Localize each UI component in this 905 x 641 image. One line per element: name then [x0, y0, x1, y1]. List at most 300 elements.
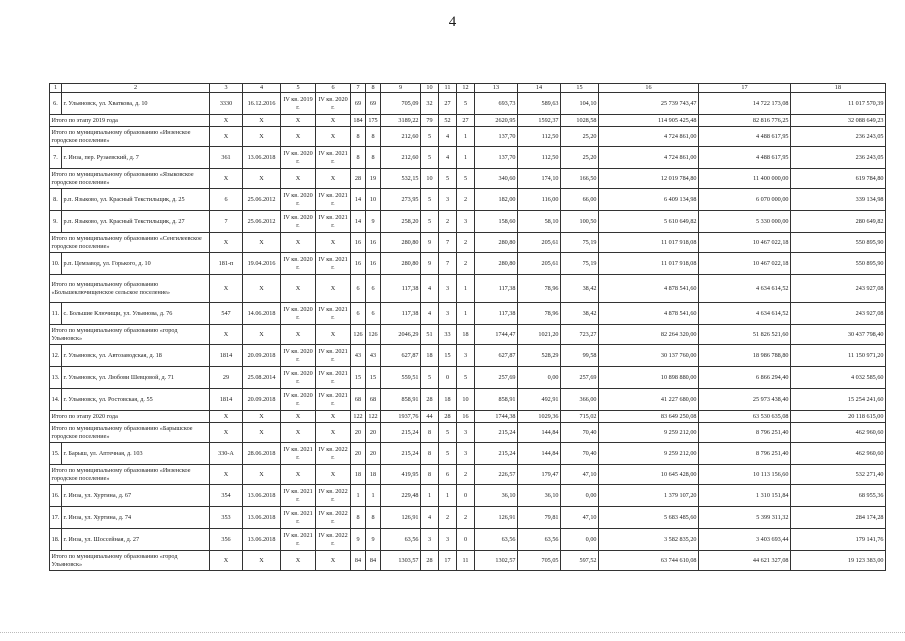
table-cell: 858,91 — [475, 389, 518, 411]
table-cell: 58,10 — [518, 211, 561, 233]
header-cell: 14 — [518, 84, 561, 93]
table-cell: X — [281, 115, 316, 127]
table-cell: X — [210, 551, 243, 571]
table-cell: 11. — [50, 303, 62, 325]
address-cell: г. Инза, ул. Хуртина, д. 74 — [62, 507, 210, 529]
table-cell: X — [210, 325, 243, 345]
table-cell: 15 — [351, 367, 366, 389]
header-cell: 6 — [316, 84, 351, 93]
table-cell: 10 — [457, 389, 475, 411]
table-cell: 353 — [210, 507, 243, 529]
table-cell: IV кв. 2022 г. — [316, 485, 351, 507]
total-row — [50, 325, 886, 345]
table-cell: 5 — [439, 169, 457, 189]
table-cell: 126 — [366, 325, 381, 345]
table-cell: X — [281, 465, 316, 485]
table-cell: 16 — [366, 233, 381, 253]
table-cell: 5 399 311,32 — [699, 507, 791, 529]
table-cell: 19 — [366, 169, 381, 189]
table-cell: 0,00 — [561, 485, 599, 507]
table-cell: X — [281, 551, 316, 571]
table-cell: 280,80 — [475, 253, 518, 275]
table-cell: 9 — [351, 529, 366, 551]
table-cell: 723,27 — [561, 325, 599, 345]
table-cell: 1 — [457, 127, 475, 147]
table-cell: 68 955,36 — [791, 485, 886, 507]
table-cell: 215,24 — [381, 443, 421, 465]
address-cell: г. Инза, пер. Рузаевский, д. 7 — [62, 147, 210, 169]
table-cell: 693,73 — [475, 93, 518, 115]
table-cell: 597,52 — [561, 551, 599, 571]
table-cell: 47,10 — [561, 465, 599, 485]
table-cell: X — [316, 325, 351, 345]
table-cell: 174,10 — [518, 169, 561, 189]
table-cell: 1 — [439, 485, 457, 507]
table-cell: 63,56 — [381, 529, 421, 551]
total-label: Итого по муниципальному образованию «Инзенское городское поселение» — [50, 465, 210, 485]
table-cell: IV кв. 2021 г. — [281, 507, 316, 529]
table-row — [50, 211, 886, 233]
table-cell: 83 649 250,08 — [599, 411, 699, 423]
table-cell: 205,61 — [518, 233, 561, 253]
table-cell: IV кв. 2020 г. — [281, 389, 316, 411]
table-cell: 158,60 — [475, 211, 518, 233]
table-cell: 20 — [351, 423, 366, 443]
table-cell: 226,57 — [475, 465, 518, 485]
table-cell: 229,48 — [381, 485, 421, 507]
table-cell: 2 — [457, 189, 475, 211]
table-cell: 82 264 320,00 — [599, 325, 699, 345]
table-cell: X — [281, 423, 316, 443]
table-cell: X — [316, 551, 351, 571]
table-cell: IV кв. 2021 г. — [316, 303, 351, 325]
address-cell: р.п. Языково, ул. Красный Текстильщик, д. 27 — [62, 211, 210, 233]
header-cell: 9 — [381, 84, 421, 93]
table-cell: 51 826 521,60 — [699, 325, 791, 345]
table-cell: 75,19 — [561, 253, 599, 275]
table-cell: 126 — [351, 325, 366, 345]
table-cell: 3 — [439, 303, 457, 325]
table-cell: X — [210, 233, 243, 253]
table-cell: 38,42 — [561, 303, 599, 325]
header-cell: 12 — [457, 84, 475, 93]
table-cell: 3189,22 — [381, 115, 421, 127]
table-cell: 179 141,76 — [791, 529, 886, 551]
table-cell: 10 645 428,00 — [599, 465, 699, 485]
table-cell: IV кв. 2022 г. — [316, 443, 351, 465]
table-cell: 181-п — [210, 253, 243, 275]
table-cell: 4 — [421, 507, 439, 529]
table-cell: 9. — [50, 211, 62, 233]
table-cell: 14. — [50, 389, 62, 411]
table-cell: 16. — [50, 485, 62, 507]
table-cell: 63 530 635,08 — [699, 411, 791, 423]
header-cell: 7 — [351, 84, 366, 93]
table-cell: 243 927,08 — [791, 275, 886, 303]
table-cell: 4 488 617,95 — [699, 127, 791, 147]
header-cell: 13 — [475, 84, 518, 93]
table-cell: 10 898 880,00 — [599, 367, 699, 389]
table-cell: 339 134,98 — [791, 189, 886, 211]
table-cell: 280,80 — [381, 253, 421, 275]
table-cell: X — [316, 275, 351, 303]
table-cell: 137,70 — [475, 147, 518, 169]
table-cell: 492,91 — [518, 389, 561, 411]
table-cell: 11 150 971,20 — [791, 345, 886, 367]
table-cell: IV кв. 2020 г. — [281, 211, 316, 233]
table-cell: X — [210, 127, 243, 147]
table-cell: 79,81 — [518, 507, 561, 529]
table-cell: 3 — [457, 443, 475, 465]
table-row — [50, 147, 886, 169]
table-cell: 9 — [366, 529, 381, 551]
table-cell: 20 — [351, 443, 366, 465]
table-cell: X — [210, 115, 243, 127]
table-cell: 7 — [439, 233, 457, 253]
table-cell: 18 986 788,80 — [699, 345, 791, 367]
table-cell: 11 017 918,08 — [599, 233, 699, 253]
table-cell: 11 400 000,00 — [699, 169, 791, 189]
table-cell: 10 113 156,60 — [699, 465, 791, 485]
table-cell: 20.09.2018 — [243, 389, 281, 411]
table-cell: IV кв. 2021 г. — [316, 211, 351, 233]
table-cell: 15 — [439, 345, 457, 367]
table-cell: 52 — [439, 115, 457, 127]
table-cell: 63,56 — [518, 529, 561, 551]
table-cell: 20 — [366, 443, 381, 465]
table-cell: 25.06.2012 — [243, 211, 281, 233]
table-cell: 8 — [366, 507, 381, 529]
table-cell: X — [281, 169, 316, 189]
table-cell: 3 403 693,44 — [699, 529, 791, 551]
table-cell: 12. — [50, 345, 62, 367]
table-cell: X — [281, 233, 316, 253]
table-cell: IV кв. 2022 г. — [316, 507, 351, 529]
header-cell: 5 — [281, 84, 316, 93]
table-cell: 5 — [421, 211, 439, 233]
table-cell: 3 582 835,20 — [599, 529, 699, 551]
table-cell: 10. — [50, 253, 62, 275]
table-cell: 4 488 617,95 — [699, 147, 791, 169]
table-cell: 4 724 861,00 — [599, 147, 699, 169]
table-cell: 215,24 — [475, 423, 518, 443]
table-cell: 15 — [366, 367, 381, 389]
total-label: Итого по муниципальному образованию «Сенгилеевское городское поселение» — [50, 233, 210, 253]
table-cell: 356 — [210, 529, 243, 551]
table-cell: IV кв. 2021 г. — [281, 485, 316, 507]
total-label: Итого по муниципальному образованию «Большеключищенское сельское поселение» — [50, 275, 210, 303]
table-cell: 18 — [366, 465, 381, 485]
table-cell: 589,63 — [518, 93, 561, 115]
table-cell: 858,91 — [381, 389, 421, 411]
table-cell: 6 — [439, 465, 457, 485]
table-cell: 51 — [421, 325, 439, 345]
total-label: Итого по муниципальному образованию «город Ульяновск» — [50, 551, 210, 571]
table-cell: 12 019 784,80 — [599, 169, 699, 189]
table-cell: 30 137 760,00 — [599, 345, 699, 367]
table-row — [50, 345, 886, 367]
table-cell: 2046,29 — [381, 325, 421, 345]
table-cell: 144,84 — [518, 443, 561, 465]
table-cell: X — [281, 275, 316, 303]
table-cell: 1302,57 — [475, 551, 518, 571]
table-cell: 366,00 — [561, 389, 599, 411]
address-cell: г. Инза, ул. Шоссейная, д. 27 — [62, 529, 210, 551]
table-cell: 550 895,90 — [791, 253, 886, 275]
table-cell: 44 — [421, 411, 439, 423]
table-cell: 18 — [457, 325, 475, 345]
table-cell: 18 — [439, 389, 457, 411]
address-cell: р.п. Цемзавод, ул. Горького, д. 10 — [62, 253, 210, 275]
table-cell: 330-А — [210, 443, 243, 465]
table-cell: 30 437 798,40 — [791, 325, 886, 345]
total-label: Итого по этапу 2020 года — [50, 411, 210, 423]
table-cell: 18 — [421, 345, 439, 367]
table-cell: 28 — [421, 551, 439, 571]
table-cell: 28.06.2018 — [243, 443, 281, 465]
table-cell: 20.09.2018 — [243, 345, 281, 367]
total-row — [50, 423, 886, 443]
table-cell: 25,20 — [561, 147, 599, 169]
table-cell: 38,42 — [561, 275, 599, 303]
address-cell: г. Ульяновск, ул. Ростовская, д. 55 — [62, 389, 210, 411]
table-body — [50, 84, 886, 571]
table-cell: X — [316, 127, 351, 147]
table-cell: 144,84 — [518, 423, 561, 443]
table-cell: 63,56 — [475, 529, 518, 551]
table-cell: IV кв. 2020 г. — [316, 93, 351, 115]
table-cell: 6 070 000,00 — [699, 189, 791, 211]
header-cell: 1 — [50, 84, 62, 93]
table-cell: 68 — [366, 389, 381, 411]
table-cell: X — [316, 411, 351, 423]
table-cell: 6 — [366, 275, 381, 303]
table-cell: 212,60 — [381, 127, 421, 147]
table-cell: 280,80 — [475, 233, 518, 253]
table-cell: 114 905 425,48 — [599, 115, 699, 127]
table-cell: 13.06.2018 — [243, 529, 281, 551]
table-cell: 66,00 — [561, 189, 599, 211]
table-cell: 47,10 — [561, 507, 599, 529]
table-cell: 13.06.2018 — [243, 507, 281, 529]
table-cell: 19.04.2016 — [243, 253, 281, 275]
table-cell: 117,38 — [475, 303, 518, 325]
table-cell: 4 634 614,52 — [699, 303, 791, 325]
table-row — [50, 507, 886, 529]
table-cell: 75,19 — [561, 233, 599, 253]
table-cell: X — [243, 127, 281, 147]
header-row — [50, 84, 886, 93]
table-cell: 4 032 585,60 — [791, 367, 886, 389]
table-cell: 43 — [366, 345, 381, 367]
table-row — [50, 253, 886, 275]
table-cell: 280,80 — [381, 233, 421, 253]
table-row — [50, 303, 886, 325]
table-cell: 28 — [421, 389, 439, 411]
table-cell: 20 — [366, 423, 381, 443]
table-cell: 619 784,80 — [791, 169, 886, 189]
table-cell: 84 — [366, 551, 381, 571]
table-cell: 7 — [210, 211, 243, 233]
table-cell: 4 878 541,60 — [599, 275, 699, 303]
total-label: Итого по муниципальному образованию «город Ульяновск» — [50, 325, 210, 345]
table-cell: 126,91 — [475, 507, 518, 529]
total-label: Итого по муниципальному образованию «Языковское городское поселение» — [50, 169, 210, 189]
table-cell: 1 — [351, 485, 366, 507]
table-cell: 184 — [351, 115, 366, 127]
table-cell: 27 — [457, 115, 475, 127]
table-cell: 528,29 — [518, 345, 561, 367]
table-cell: 13.06.2018 — [243, 147, 281, 169]
table-cell: 14 722 173,08 — [699, 93, 791, 115]
table-cell: 28 — [439, 411, 457, 423]
table-cell: X — [316, 465, 351, 485]
table-cell: 17. — [50, 507, 62, 529]
table-cell: 0 — [457, 529, 475, 551]
table-cell: IV кв. 2020 г. — [281, 253, 316, 275]
table-cell: IV кв. 2021 г. — [316, 389, 351, 411]
total-row — [50, 465, 886, 485]
table-cell: 9 — [366, 211, 381, 233]
table-cell: X — [243, 115, 281, 127]
table-cell: 27 — [439, 93, 457, 115]
table-cell: X — [243, 325, 281, 345]
table-cell: X — [243, 275, 281, 303]
table-cell: 14.06.2018 — [243, 303, 281, 325]
table-cell: 532 271,40 — [791, 465, 886, 485]
table-cell: 257,69 — [475, 367, 518, 389]
table-cell: 6 409 134,98 — [599, 189, 699, 211]
table-cell: X — [210, 411, 243, 423]
table-cell: 11 017 918,08 — [599, 253, 699, 275]
table-cell: 6 866 294,40 — [699, 367, 791, 389]
total-label: Итого по этапу 2019 года — [50, 115, 210, 127]
header-cell: 18 — [791, 84, 886, 93]
address-cell: г. Ульяновск, ул. Хваткова, д. 10 — [62, 93, 210, 115]
table-cell: 13. — [50, 367, 62, 389]
table-cell: 8. — [50, 189, 62, 211]
table-cell: 3 — [439, 275, 457, 303]
table-cell: 6. — [50, 93, 62, 115]
table-cell: 10 — [421, 169, 439, 189]
table-cell: 25 739 743,47 — [599, 93, 699, 115]
table-cell: 5 330 000,00 — [699, 211, 791, 233]
table-cell: 117,38 — [381, 303, 421, 325]
table-cell: 9 259 212,00 — [599, 443, 699, 465]
table-cell: 3 — [439, 189, 457, 211]
table-cell: 36,10 — [475, 485, 518, 507]
table-cell: 627,87 — [381, 345, 421, 367]
table-cell: 5 — [421, 147, 439, 169]
table-cell: 44 621 327,08 — [699, 551, 791, 571]
table-cell: 705,09 — [381, 93, 421, 115]
header-cell: 15 — [561, 84, 599, 93]
table-cell: 284 174,28 — [791, 507, 886, 529]
table-cell: X — [210, 465, 243, 485]
table-cell: 116,00 — [518, 189, 561, 211]
table-cell: X — [316, 115, 351, 127]
table-cell: IV кв. 2020 г. — [281, 345, 316, 367]
table-cell: 5 — [457, 93, 475, 115]
table-row — [50, 189, 886, 211]
table-cell: 258,20 — [381, 211, 421, 233]
table-cell: 1028,58 — [561, 115, 599, 127]
table-cell: X — [281, 127, 316, 147]
table-cell: 0 — [457, 485, 475, 507]
table-cell: 25.06.2012 — [243, 189, 281, 211]
total-row — [50, 551, 886, 571]
address-cell: с. Большие Ключищи, ул. Ульянова, д. 76 — [62, 303, 210, 325]
table-row — [50, 389, 886, 411]
table-cell: 340,60 — [475, 169, 518, 189]
table-cell: 236 243,05 — [791, 127, 886, 147]
table-cell: 2 — [439, 507, 457, 529]
table-cell: 112,50 — [518, 127, 561, 147]
table-cell: 5 — [421, 189, 439, 211]
table-cell: 4 878 541,60 — [599, 303, 699, 325]
table-cell: 3 — [439, 529, 457, 551]
table-cell: 532,15 — [381, 169, 421, 189]
table-cell: 5 683 485,60 — [599, 507, 699, 529]
total-row — [50, 411, 886, 423]
table-cell: 4 634 614,52 — [699, 275, 791, 303]
table-cell: IV кв. 2021 г. — [316, 147, 351, 169]
table-row — [50, 93, 886, 115]
table-cell: 10 467 022,18 — [699, 253, 791, 275]
table-cell: 1021,20 — [518, 325, 561, 345]
table-cell: 99,58 — [561, 345, 599, 367]
table-cell: 18. — [50, 529, 62, 551]
header-cell: 4 — [243, 84, 281, 93]
table-cell: 462 960,60 — [791, 423, 886, 443]
header-cell: 8 — [366, 84, 381, 93]
table-cell: 1592,37 — [518, 115, 561, 127]
table-cell: 205,61 — [518, 253, 561, 275]
table-cell: 5 — [457, 169, 475, 189]
table-cell: 70,40 — [561, 423, 599, 443]
table-cell: 1 379 107,20 — [599, 485, 699, 507]
table-cell: 705,05 — [518, 551, 561, 571]
table-cell: X — [281, 411, 316, 423]
table-cell: 5 — [421, 367, 439, 389]
table-cell: 33 — [439, 325, 457, 345]
table-cell: 175 — [366, 115, 381, 127]
table-cell: 16 — [366, 253, 381, 275]
table-cell: X — [210, 423, 243, 443]
table-cell: 2620,95 — [475, 115, 518, 127]
table-cell: 354 — [210, 485, 243, 507]
table-cell: 6 — [351, 303, 366, 325]
table-cell: IV кв. 2021 г. — [316, 367, 351, 389]
table-cell: 16 — [457, 411, 475, 423]
table-cell: 25.08.2014 — [243, 367, 281, 389]
table-cell: 25,20 — [561, 127, 599, 147]
table-cell: 84 — [351, 551, 366, 571]
table-cell: X — [316, 423, 351, 443]
table-cell: 3330 — [210, 93, 243, 115]
header-cell: 10 — [421, 84, 439, 93]
address-cell: г. Инза, ул. Хуртина, д. 67 — [62, 485, 210, 507]
table-cell: 122 — [366, 411, 381, 423]
table-cell: 4 — [439, 147, 457, 169]
table-cell: 243 927,08 — [791, 303, 886, 325]
table-cell: 16.12.2016 — [243, 93, 281, 115]
table-cell: 78,96 — [518, 303, 561, 325]
table-cell: 10 467 022,18 — [699, 233, 791, 253]
table-cell: 2 — [439, 211, 457, 233]
table-cell: 1744,38 — [475, 411, 518, 423]
table-cell: 78,96 — [518, 275, 561, 303]
